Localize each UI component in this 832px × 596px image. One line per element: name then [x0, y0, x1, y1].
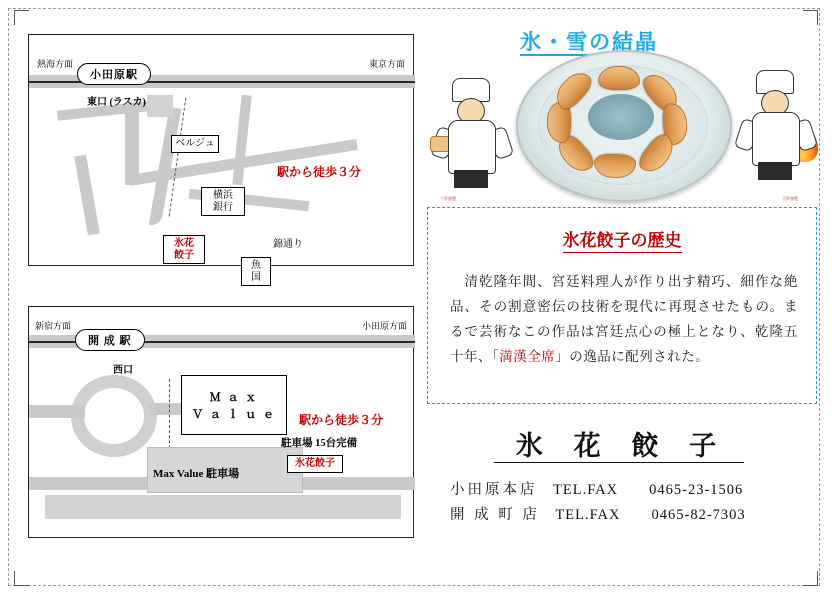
map-kaisei — [28, 306, 414, 538]
landmark-uokuni: 魚 国 — [241, 257, 271, 286]
map-odawara — [28, 34, 414, 283]
exit-label-2: 西口 — [113, 365, 133, 376]
parking-lot-label: Max Value 駐車場 — [153, 468, 240, 480]
direction-label-right: 東京方面 — [368, 59, 405, 69]
history-title: 氷花餃子の歴史 — [428, 226, 816, 251]
crop-mark-top-right — [803, 10, 818, 25]
walk-note-top: 駅から徒歩３分 — [277, 165, 362, 179]
direction-label-left-2: 新宿方面 — [35, 321, 72, 331]
street-nishiki-dori: 錦通り — [273, 239, 303, 250]
contact-shop: 小田原本店 — [450, 482, 538, 498]
direction-label-left: 熱海方面 — [37, 59, 74, 69]
road-g — [232, 95, 251, 186]
shop-hyouka-gyoza: 氷花 餃子 — [163, 235, 205, 264]
contact-row — [450, 478, 820, 503]
contact-label: TEL.FAX — [553, 482, 619, 498]
headline-ice-snow: 氷・雪の結晶 — [520, 30, 658, 54]
gyoza-photo — [428, 48, 820, 203]
road-bottom-band — [45, 495, 401, 519]
contact-row — [450, 503, 820, 528]
crop-mark-bottom-right — [803, 571, 818, 586]
parking-note: 駐車場 15台完備 — [281, 438, 358, 449]
photo-credit-left: 不許複製 — [440, 196, 456, 201]
plate — [516, 50, 728, 200]
landmark-yokohama-bank: 横浜 銀行 — [201, 187, 245, 216]
photo-credit-right: 不許複製 — [782, 196, 798, 201]
history-highlight: 満漢全席 — [499, 348, 556, 364]
brand-title: 氷 花 餃 子 — [515, 431, 729, 461]
brand-underline — [494, 462, 744, 463]
store-maxvalue-label: Ｍ ａ ｘ Ｖ ａ ｌ ｕ ｅ — [192, 392, 276, 421]
station-kaisei: 開 成 駅 — [75, 329, 145, 351]
road-e — [74, 155, 100, 236]
exit-label: 東口 (ラスカ) — [87, 97, 146, 108]
contact-label: TEL.FAX — [555, 506, 621, 523]
store-maxvalue-building — [181, 375, 287, 435]
shop-hyouka-gyoza-2: 氷花餃子 — [287, 455, 343, 473]
walk-note-bottom: 駅から徒歩３分 — [299, 413, 384, 427]
station-odawara: 小田原駅 — [77, 63, 151, 85]
road-h — [29, 405, 85, 418]
chef-illustration-right — [734, 70, 818, 182]
chef-illustration-left — [430, 78, 514, 190]
contact-list — [450, 478, 820, 527]
crop-mark-bottom-left — [14, 571, 29, 586]
contact-shop: 開 成 町 店 — [450, 506, 540, 523]
history-text: 清乾隆年間、宮廷料理人が作り出す精巧、細作な絶品、その割意密伝の技術を現代に再現させたもの。まるで芸術なこの作品は宮廷点心の極上となり、乾隆五十年、「満漢全席」の逸品に配列された。 — [450, 274, 798, 364]
direction-label-right-2: 小田原方面 — [361, 321, 407, 331]
contact-number: 0465-82-7303 — [651, 506, 746, 523]
crop-mark-top-left — [14, 10, 29, 25]
history-panel — [427, 207, 817, 404]
block-shade-1 — [147, 95, 173, 117]
contact-number: 0465-23-1506 — [649, 482, 744, 498]
landmark-berge: ベルジュ — [171, 135, 219, 153]
